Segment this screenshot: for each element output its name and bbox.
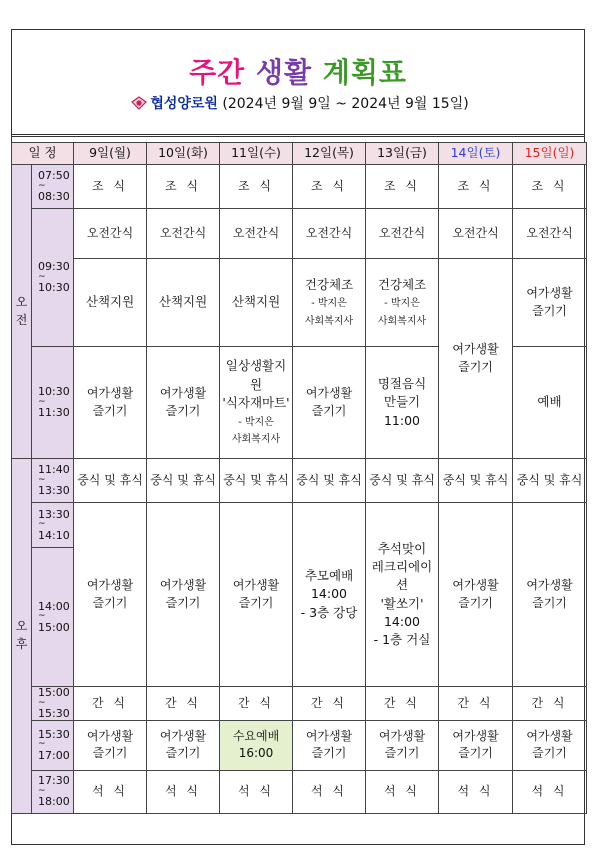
- cell-leisure: 여가생활 즐기기: [74, 503, 147, 687]
- cell-health: 건강체조 - 박지은 사회복지사: [293, 259, 366, 347]
- cell-dinner: 석 식: [74, 770, 147, 813]
- cell-daily-support: 일상생활지원 '식자재마트' - 박지은 사회복지사: [220, 347, 293, 459]
- cell-am-snack: 오전간식: [220, 209, 293, 259]
- cell-snack: 간 식: [366, 687, 439, 721]
- cell-dinner: 석 식: [439, 770, 513, 813]
- cell-wed-worship: 수요예배 16:00: [220, 720, 293, 770]
- cell-snack: 간 식: [74, 687, 147, 721]
- cell-breakfast: 조 식: [439, 165, 513, 209]
- cell-snack: 간 식: [293, 687, 366, 721]
- cell-lunch: 중식 및 휴식: [220, 459, 293, 503]
- period-am: 오 전: [12, 165, 32, 459]
- cell-dinner: 석 식: [293, 770, 366, 813]
- time-1030: 10:30 ~ 11:30: [32, 347, 74, 459]
- cell-dinner: 석 식: [220, 770, 293, 813]
- org-logo-icon: [131, 96, 147, 110]
- title-part-plan: 계획표: [322, 56, 407, 89]
- cell-am-snack: 오전간식: [74, 209, 147, 259]
- cell-leisure: 여가생활 즐기기: [439, 503, 513, 687]
- cell-leisure: 여가생활 즐기기: [147, 347, 220, 459]
- cell-leisure: 여가생활 즐기기: [74, 720, 147, 770]
- cell-snack: 간 식: [513, 687, 587, 721]
- header-day-thu: 12일(목): [293, 143, 366, 165]
- subtitle: [0, 93, 600, 113]
- time-1500: 15:00 ~ 15:30: [32, 687, 74, 721]
- title-part-weekly: 주간: [189, 56, 246, 89]
- title-area: [11, 29, 585, 137]
- cell-am-snack: 오전간식: [513, 209, 587, 259]
- cell-am-snack: 오전간식: [366, 209, 439, 259]
- cell-walk: 산책지원: [220, 259, 293, 347]
- cell-leisure: 여가생활 즐기기: [147, 503, 220, 687]
- cell-breakfast: 조 식: [293, 165, 366, 209]
- cell-sat-leisure: 여가생활 즐기기: [439, 259, 513, 459]
- time-1530: 15:30 ~ 17:00: [32, 720, 74, 770]
- header-day-fri: 13일(금): [366, 143, 439, 165]
- cell-leisure: 여가생활 즐기기: [439, 720, 513, 770]
- cell-dinner: 석 식: [366, 770, 439, 813]
- header-day-tue: 10일(화): [147, 143, 220, 165]
- time-1140: 11:40 ~ 13:30: [32, 459, 74, 503]
- time-1400: 14:00 ~ 15:00: [32, 548, 74, 687]
- cell-leisure: 여가생활 즐기기: [293, 347, 366, 459]
- cell-lunch: 중식 및 휴식: [147, 459, 220, 503]
- cell-dinner: 석 식: [513, 770, 587, 813]
- time-0930: 09:30 ~ 10:30: [32, 209, 74, 347]
- cell-leisure: 여가생활 즐기기: [147, 720, 220, 770]
- weekly-schedule-table: [11, 142, 587, 814]
- cell-snack: 간 식: [147, 687, 220, 721]
- cell-leisure: 여가생활 즐기기: [513, 503, 587, 687]
- cell-leisure: 여가생활 즐기기: [513, 720, 587, 770]
- cell-lunch: 중식 및 휴식: [366, 459, 439, 503]
- page-title: [11, 51, 585, 91]
- cell-snack: 간 식: [220, 687, 293, 721]
- cell-am-snack: 오전간식: [147, 209, 220, 259]
- header-day-sun: 15일(일): [513, 143, 587, 165]
- cell-breakfast: 조 식: [366, 165, 439, 209]
- cell-am-snack: 오전간식: [293, 209, 366, 259]
- cell-lunch: 중식 및 휴식: [74, 459, 147, 503]
- cell-am-snack: 오전간식: [439, 209, 513, 259]
- header-day-wed: 11일(수): [220, 143, 293, 165]
- cell-sun-leisure: 여가생활 즐기기: [513, 259, 587, 347]
- cell-health: 건강체조 - 박지은 사회복지사: [366, 259, 439, 347]
- cell-walk: 산책지원: [74, 259, 147, 347]
- cell-worship: 예배: [513, 347, 587, 459]
- cell-leisure: 여가생활 즐기기: [366, 720, 439, 770]
- header-schedule: 일 정: [12, 143, 74, 165]
- date-range: (2024년 9월 9일 ~ 2024년 9월 15일): [222, 96, 469, 112]
- cell-breakfast: 조 식: [513, 165, 587, 209]
- cell-breakfast: 조 식: [220, 165, 293, 209]
- header-day-sat: 14일(토): [439, 143, 513, 165]
- cell-chuseok-rec: 추석맞이 레크리에이션 '활쏘기' 14:00 - 1층 거실: [366, 503, 439, 687]
- cell-holiday-food: 명절음식 만들기 11:00: [366, 347, 439, 459]
- org-name: 협성양로원: [150, 96, 218, 112]
- time-1730: 17:30 ~ 18:00: [32, 770, 74, 813]
- cell-leisure: 여가생활 즐기기: [220, 503, 293, 687]
- header-day-mon: 9일(월): [74, 143, 147, 165]
- cell-lunch: 중식 및 휴식: [439, 459, 513, 503]
- time-1330: 13:30 ~ 14:10: [32, 503, 74, 548]
- cell-memorial: 추모예배 14:00 - 3층 강당: [293, 503, 366, 687]
- time-0750: 07:50 ~ 08:30: [32, 165, 74, 209]
- cell-lunch: 중식 및 휴식: [293, 459, 366, 503]
- cell-snack: 간 식: [439, 687, 513, 721]
- cell-breakfast: 조 식: [147, 165, 220, 209]
- title-part-life: 생활: [255, 56, 313, 89]
- cell-breakfast: 조 식: [74, 165, 147, 209]
- cell-dinner: 석 식: [147, 770, 220, 813]
- cell-leisure: 여가생활 즐기기: [293, 720, 366, 770]
- cell-leisure: 여가생활 즐기기: [74, 347, 147, 459]
- cell-walk: 산책지원: [147, 259, 220, 347]
- cell-lunch: 중식 및 휴식: [513, 459, 587, 503]
- period-pm: 오 후: [12, 459, 32, 814]
